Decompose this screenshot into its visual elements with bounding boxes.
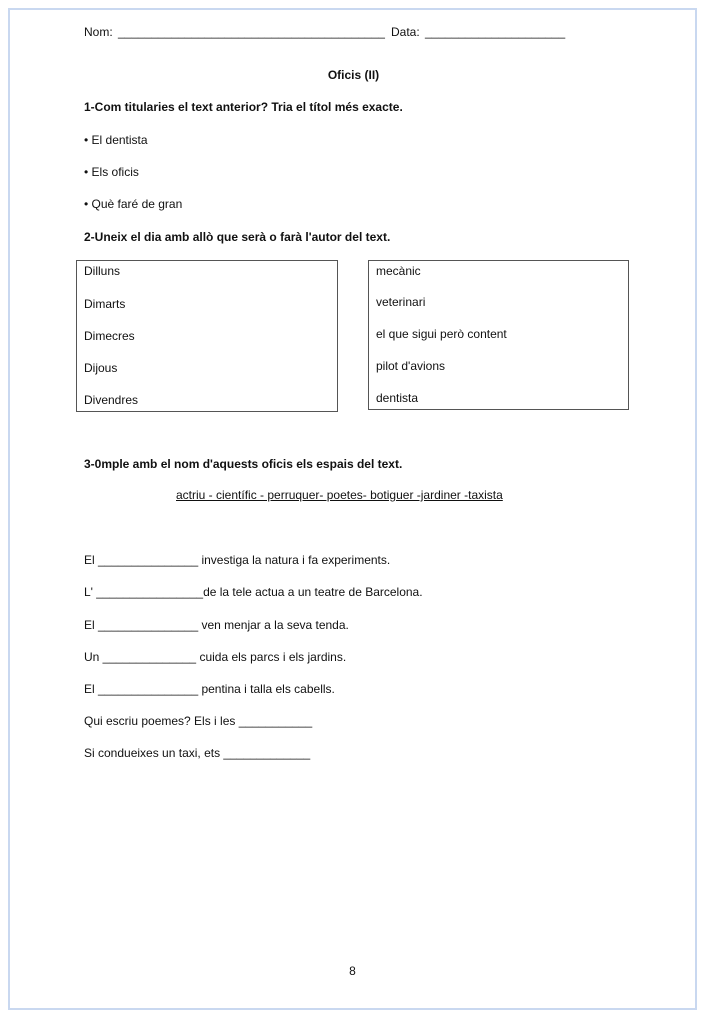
days-box <box>76 260 338 412</box>
word-bank: actriu - científic - perruquer- poetes- botiguer -jardiner -taxista <box>176 488 503 502</box>
name-label: Nom: <box>84 25 113 39</box>
job-item: pilot d'avions <box>376 359 445 373</box>
job-item: el que sigui però content <box>376 327 507 341</box>
page-frame <box>8 8 697 1010</box>
name-blank[interactable]: ________________________________________ <box>118 25 385 39</box>
day-item: Dijous <box>84 361 118 375</box>
fill-sentence[interactable]: El _______________ ven menjar a la seva tenda. <box>84 618 349 632</box>
q2-question: 2-Uneix el dia amb allò que serà o farà l'autor del text. <box>84 230 391 244</box>
q3-question: 3-0mple amb el nom d'aquests oficis els espais del text. <box>84 457 403 471</box>
fill-sentence[interactable]: Qui escriu poemes? Els i les ___________ <box>84 714 313 728</box>
jobs-box <box>368 260 629 410</box>
job-item: veterinari <box>376 295 426 309</box>
q1-option: • El dentista <box>84 133 148 147</box>
fill-sentence[interactable]: El _______________ investiga la natura i fa experiments. <box>84 553 391 567</box>
job-item: mecànic <box>376 264 421 278</box>
fill-sentence[interactable]: Si condueixes un taxi, ets _____________ <box>84 746 311 760</box>
fill-sentence[interactable]: L' ________________de la tele actua a un teatre de Barcelona. <box>84 585 423 599</box>
q1-question: 1-Com titularies el text anterior? Tria el títol més exacte. <box>84 100 403 114</box>
day-item: Dimecres <box>84 329 135 343</box>
day-item: Dimarts <box>84 297 126 311</box>
page-number: 8 <box>349 964 356 978</box>
page-title: Oficis (II) <box>327 68 380 82</box>
q1-option: • Què faré de gran <box>84 197 183 211</box>
date-blank[interactable]: _____________________ <box>425 25 566 39</box>
job-item: dentista <box>376 391 419 405</box>
fill-sentence[interactable]: Un ______________ cuida els parcs i els jardins. <box>84 650 347 664</box>
date-label: Data: <box>391 25 420 39</box>
day-item: Dilluns <box>84 264 121 278</box>
fill-sentence[interactable]: El _______________ pentina i talla els cabells. <box>84 682 335 696</box>
day-item: Divendres <box>84 393 139 407</box>
q1-option: • Els oficis <box>84 165 139 179</box>
